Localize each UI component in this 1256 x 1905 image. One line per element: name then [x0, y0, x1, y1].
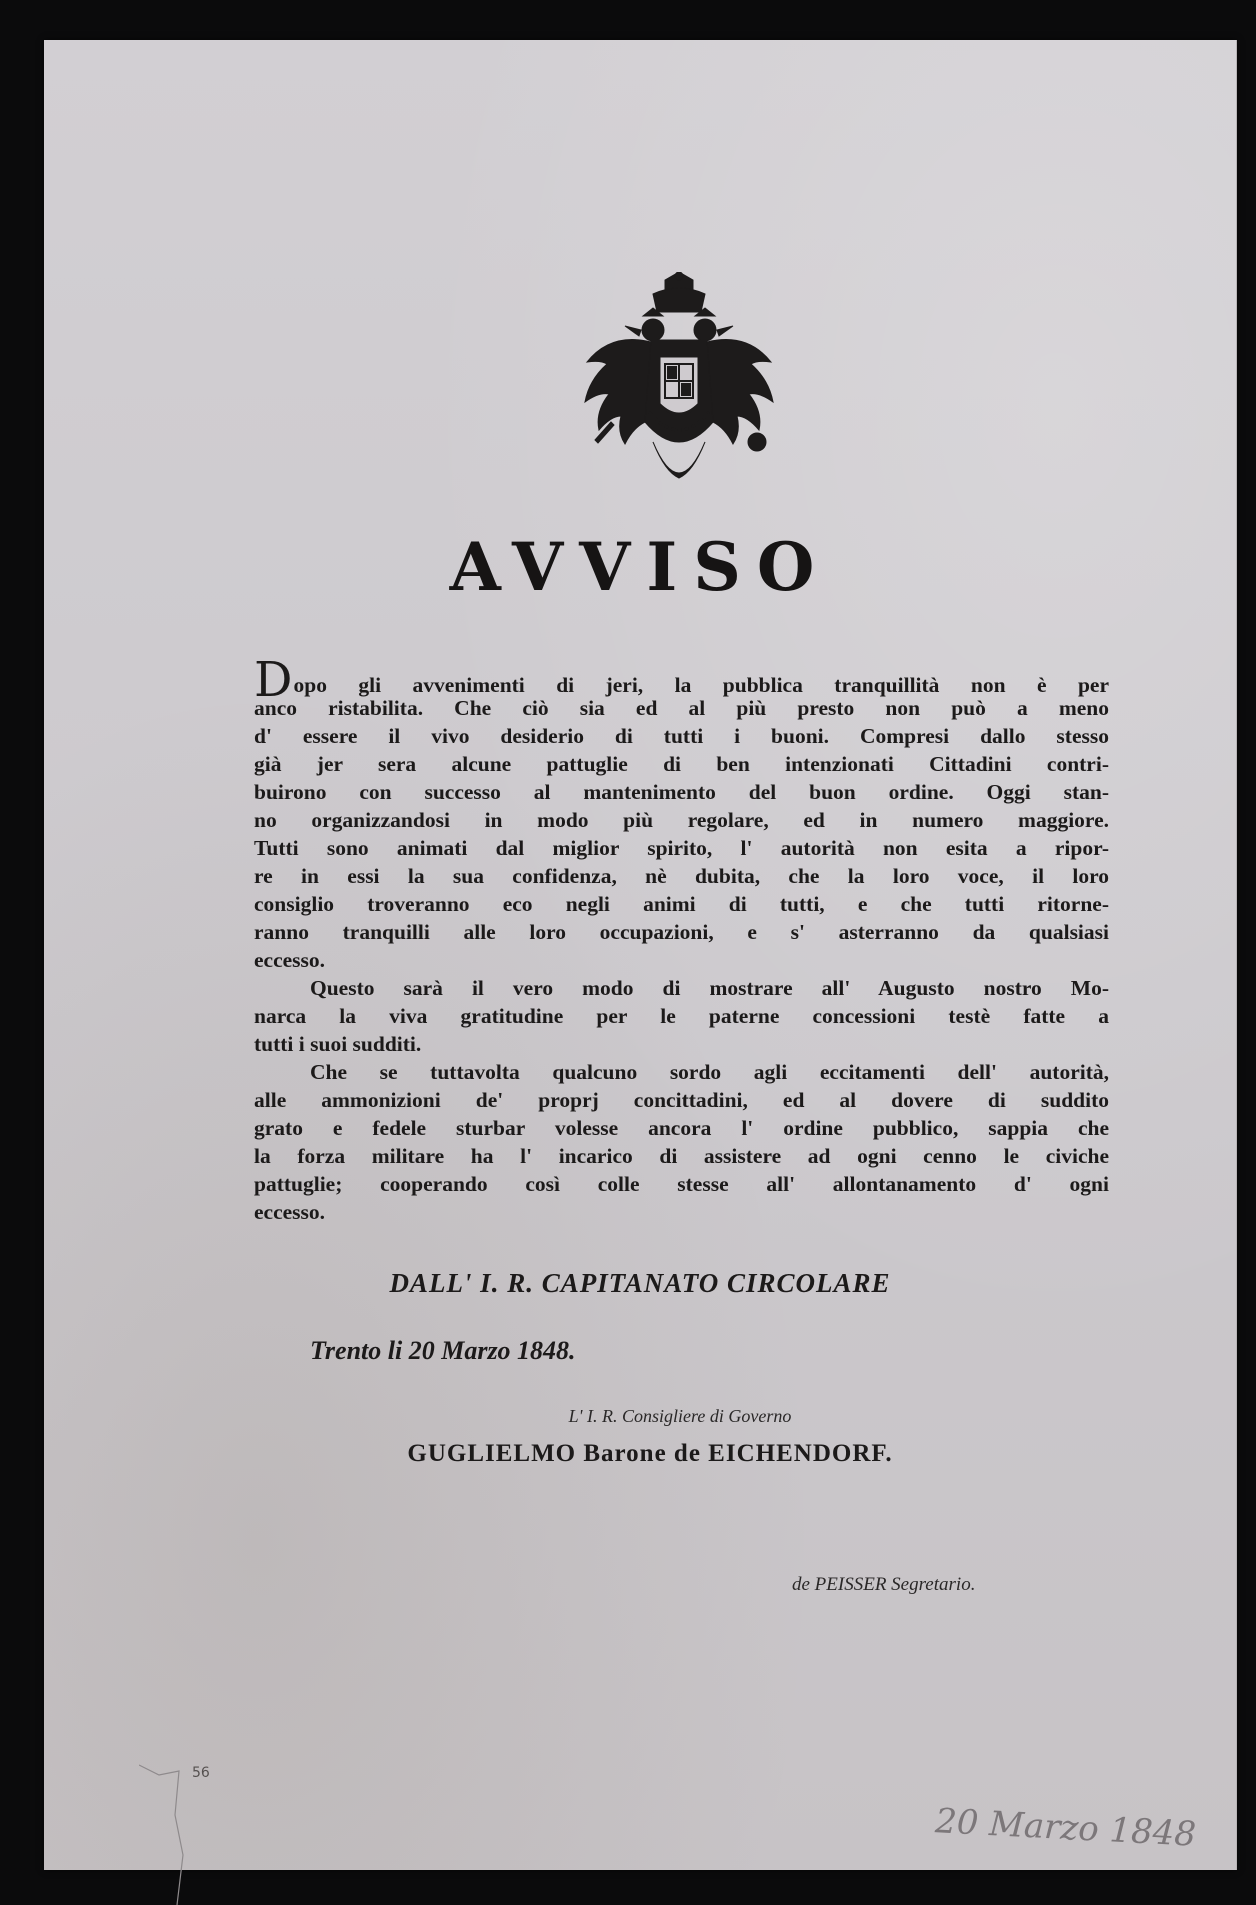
- councillor-name: GUGLIELMO Barone de EICHENDORF.: [407, 1440, 893, 1467]
- body-line: Che se tuttavolta qualcuno sordo agli eccitamenti dell' autorità,: [310, 1060, 1109, 1084]
- archive-number: 56: [192, 1765, 210, 1781]
- handwritten-date: 20 Marzo 1848: [934, 1801, 1198, 1855]
- body-line: Questo sarà il vero modo di mostrare all' Augusto nostro Mo-: [310, 976, 1109, 1000]
- body-line: pattuglie; cooperando così colle stesse all' allontanamento d' ogni: [254, 1172, 1109, 1196]
- notice-body: [254, 652, 1109, 1226]
- body-line: anco ristabilita. Che ciò sia ed al più presto non può a meno: [254, 696, 1109, 720]
- body-line: re in essi la sua confidenza, nè dubita, che la loro voce, il loro: [254, 864, 1109, 888]
- body-line: ranno tranquilli alle loro occupazioni, e s' asterranno da qualsiasi: [254, 920, 1109, 944]
- body-line: già jer sera alcune pattuglie di ben intenzionati Cittadini contri-: [254, 752, 1109, 776]
- secretary-signature: de PEISSER Segretario.: [792, 1574, 976, 1595]
- notice-title: AVVISO: [449, 528, 831, 606]
- body-line: grato e fedele sturbar volesse ancora l' ordine pubblico, sappia che: [254, 1116, 1109, 1140]
- body-line: eccesso.: [254, 948, 326, 972]
- body-line: d' essere il vivo desiderio di tutti i buoni. Compresi dallo stesso: [254, 724, 1109, 748]
- body-line: tutti i suoi sudditi.: [254, 1032, 422, 1056]
- body-line: la forza militare ha l' incarico di assistere ad ogni cenno le civiche: [254, 1144, 1109, 1168]
- drop-cap: D: [254, 652, 293, 708]
- body-line: consiglio troveranno eco negli animi di tutti, e che tutti ritorne-: [254, 892, 1109, 916]
- body-line: alle ammonizioni de' proprj concittadini, ed al dovere di suddito: [254, 1088, 1109, 1112]
- body-line: no organizzandosi in modo più regolare, ed in numero maggiore.: [254, 808, 1109, 832]
- notice-sheet: [44, 40, 1237, 1870]
- body-line: eccesso.: [254, 1200, 326, 1224]
- body-line: Dopo gli avvenimenti di jeri, la pubblica tranquillità non è per: [254, 652, 1109, 708]
- place-date: Trento li 20 Marzo 1848.: [310, 1336, 576, 1365]
- body-line: buirono con successo al mantenimento del buon ordine. Oggi stan-: [254, 780, 1109, 804]
- body-line: narca la viva gratitudine per le paterne concessioni testè fatte a: [254, 1004, 1109, 1028]
- double-headed-eagle-crest-icon: [581, 272, 777, 504]
- body-line: Tutti sono animati dal miglior spirito, l' autorità non esita a ripor-: [254, 836, 1109, 860]
- councillor-title: L' I. R. Consigliere di Governo: [568, 1406, 792, 1426]
- issuing-authority: DALL' I. R. CAPITANATO CIRCOLARE: [389, 1268, 891, 1298]
